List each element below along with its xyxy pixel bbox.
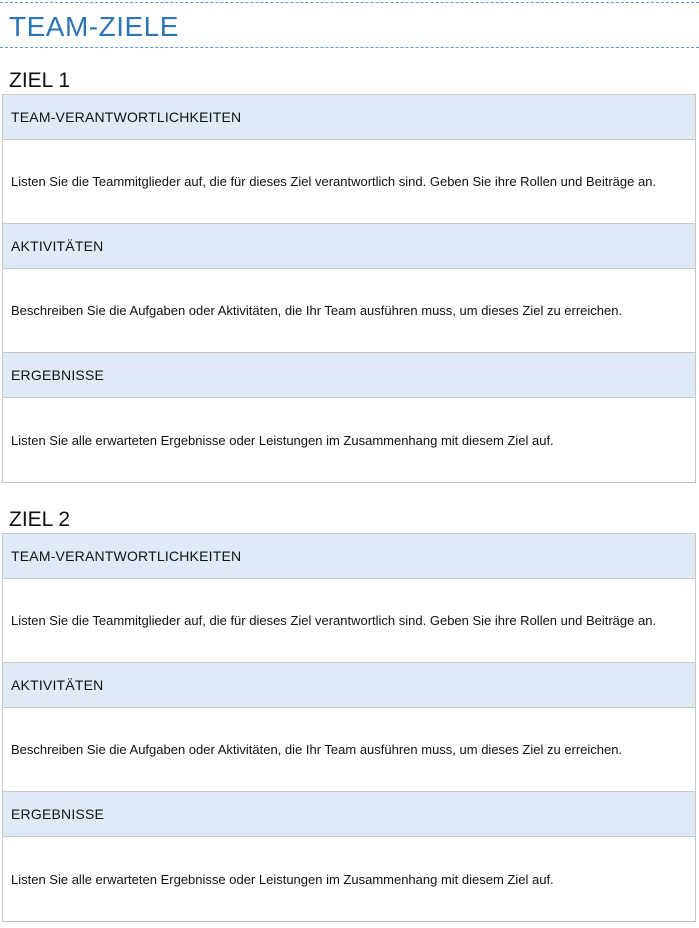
section-body-activities[interactable]	[3, 708, 695, 792]
section-header-responsibilities[interactable]: TEAM-VERANTWORTLICHKEITEN	[3, 95, 695, 140]
goal-heading[interactable]: ZIEL 1	[9, 69, 71, 92]
section-header-results[interactable]: ERGEBNISSE	[3, 353, 695, 398]
title-bar	[0, 2, 699, 48]
section-body-text: Listen Sie die Teammitglieder auf, die für dieses Ziel verantwortlich sind. Geben Sie ihre Rollen und Beiträge an.	[11, 613, 657, 628]
section-header-activities[interactable]: AKTIVITÄTEN	[3, 224, 695, 269]
goal-block-1	[2, 68, 696, 483]
goal-table	[2, 94, 696, 483]
section-body-text: Listen Sie alle erwarteten Ergebnisse oder Leistungen im Zusammenhang mit diesem Ziel auf.	[11, 871, 554, 887]
section-body-responsibilities[interactable]	[3, 140, 695, 224]
page-title[interactable]: TEAM-ZIELE	[9, 11, 179, 42]
section-body-text: Listen Sie die Teammitglieder auf, die für dieses Ziel verantwortlich sind. Geben Sie ihre Rollen und Beiträge an.	[11, 174, 657, 189]
section-header-responsibilities[interactable]: TEAM-VERANTWORTLICHKEITEN	[3, 534, 695, 579]
section-header-activities[interactable]: AKTIVITÄTEN	[3, 663, 695, 708]
goal-block-2	[2, 507, 696, 922]
section-body-responsibilities[interactable]	[3, 579, 695, 663]
section-body-text: Beschreiben Sie die Aufgaben oder Aktivitäten, die Ihr Team ausführen muss, um dieses Ziel zu erreichen.	[11, 742, 623, 757]
section-header-results[interactable]: ERGEBNISSE	[3, 792, 695, 837]
goal-table	[2, 533, 696, 922]
section-body-results[interactable]	[3, 398, 695, 482]
goal-heading[interactable]: ZIEL 2	[9, 508, 71, 531]
section-body-results[interactable]	[3, 837, 695, 921]
section-body-text: Beschreiben Sie die Aufgaben oder Aktivitäten, die Ihr Team ausführen muss, um dieses Ziel zu erreichen.	[11, 303, 623, 318]
section-body-activities[interactable]	[3, 269, 695, 353]
section-body-text: Listen Sie alle erwarteten Ergebnisse oder Leistungen im Zusammenhang mit diesem Ziel auf.	[11, 432, 554, 448]
